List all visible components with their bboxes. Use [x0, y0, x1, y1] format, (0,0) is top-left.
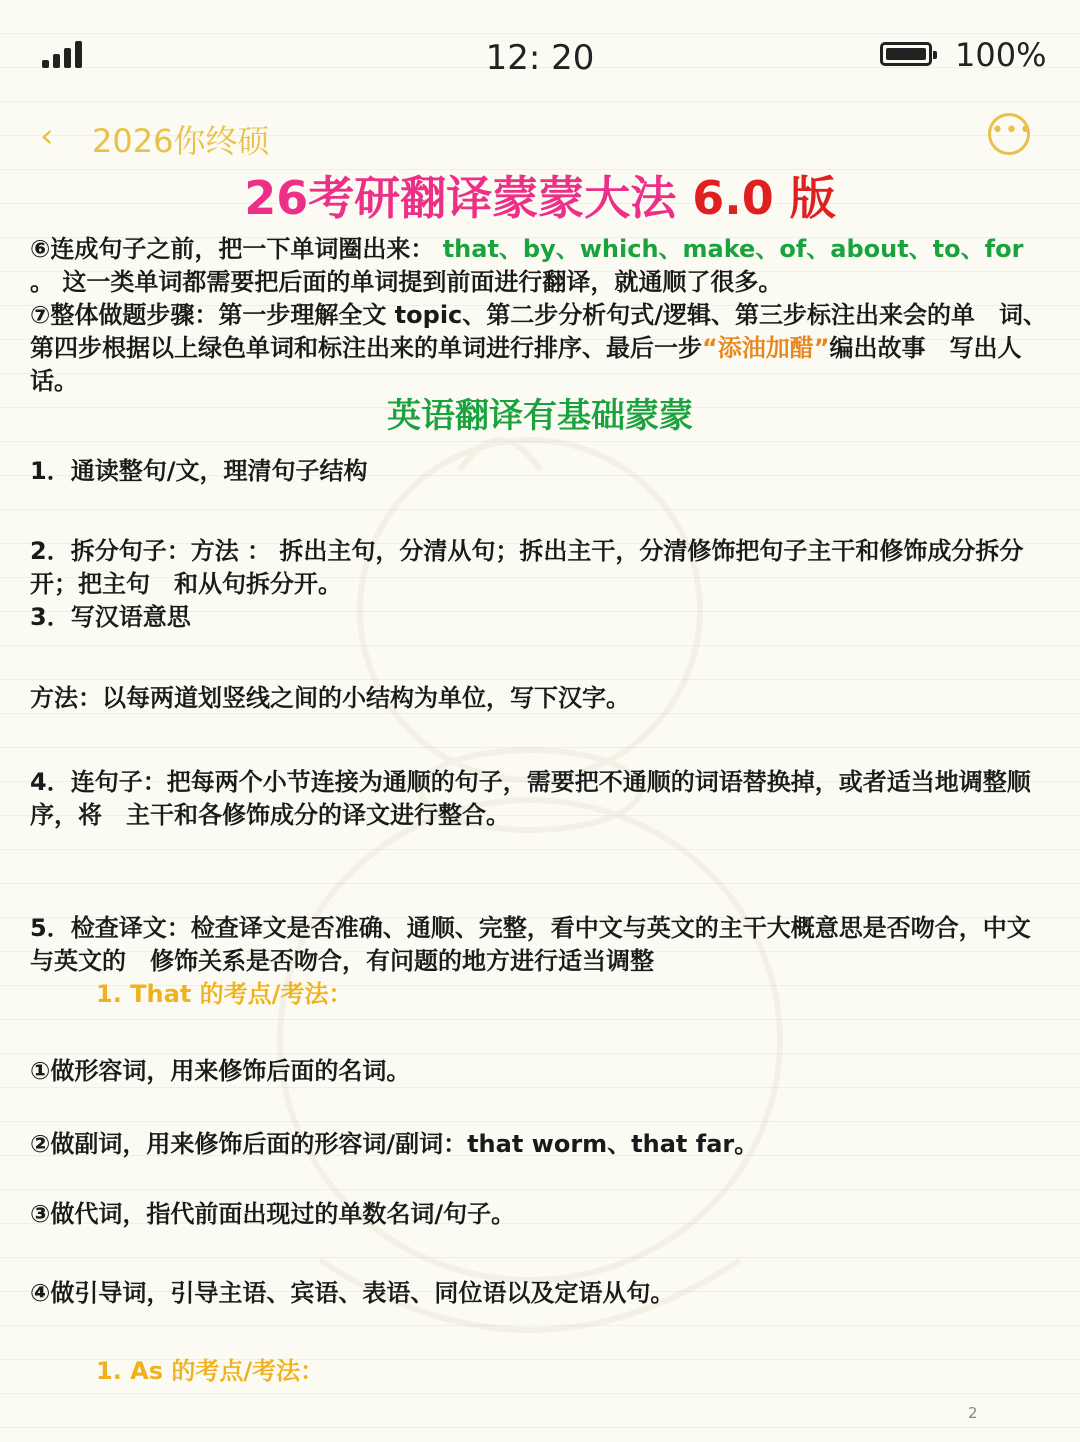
page-title	[0, 162, 1080, 228]
more-icon[interactable]: •••	[988, 113, 1030, 155]
step-3: 3．写汉语意思	[30, 603, 191, 631]
battery-icon	[880, 42, 932, 66]
step-1: 1．通读整句/文，理清句子结构	[30, 457, 368, 485]
that-item-4: ④做引导词，引导主语、宾语、表语、同位语以及定语从句。	[30, 1279, 675, 1307]
tip6-tail: 。 这一类单词都需要把后面的单词提到前面进行翻译，就通顺了很多。	[30, 268, 783, 296]
title-version: 6.0 版	[692, 171, 836, 225]
that-item-3: ③做代词，指代前面出现过的单数名词/句子。	[30, 1200, 516, 1228]
as-heading: 1. As 的考点/考法：	[96, 1357, 325, 1385]
that-heading: 1. That 的考点/考法：	[96, 980, 353, 1008]
section-heading: 英语翻译有基础蒙蒙	[387, 396, 693, 436]
step-4: 4．连句子：把每两个小节连接为通顺的句子，需要把不通顺的词语替换掉，或者适当地调整顺序，将 主干和各修饰成分的译文进行整合。	[30, 768, 1031, 829]
tip-7	[30, 299, 1050, 398]
step-method: 方法：以每两道划竖线之间的小结构为单位，写下汉字。	[30, 684, 630, 712]
title-main: 26考研翻译蒙蒙大法	[244, 171, 693, 225]
that-item-2: ②做副词，用来修饰后面的形容词/副词：that worm、that far。	[30, 1130, 759, 1158]
step-2: 2．拆分句子：方法 ： 拆出主句，分清从句；拆出主干，分清修饰把句子主干和修饰成分拆分开；把主句 和从句拆分开。	[30, 537, 1024, 598]
nav-title: 2026你终硕	[92, 122, 270, 160]
battery-percent: 100%	[955, 36, 1047, 74]
page-number: 2	[968, 1404, 978, 1422]
tip6-words: that、by、which、make、of、about、to、for	[442, 235, 1024, 263]
tip7-lead: ⑦整体做题步骤：第一步理解全文 topic、第二步分析句式/逻辑、第三步标注出来会的单 词、第四步根据以上绿色单词和标注出来的单词进行排序、最后一步	[30, 301, 1048, 362]
tip6-lead: ⑥连成句子之前，把一下单词圈出来：	[30, 235, 435, 263]
step-5: 5．检查译文：检查译文是否准确、通顺、完整，看中文与英文的主干大概意思是否吻合，中文与英文的 修饰关系是否吻合，有问题的地方进行适当调整	[30, 914, 1031, 975]
chevron-left-icon[interactable]: ‹	[40, 116, 54, 156]
that-item-1: ①做形容词，用来修饰后面的名词。	[30, 1057, 411, 1085]
status-time: 12: 20	[485, 38, 595, 78]
tip-6	[30, 233, 1050, 299]
tip7-highlight: “添油加醋”	[702, 334, 830, 362]
tip7-tail: 编出故事 写出人话。	[30, 334, 1022, 395]
